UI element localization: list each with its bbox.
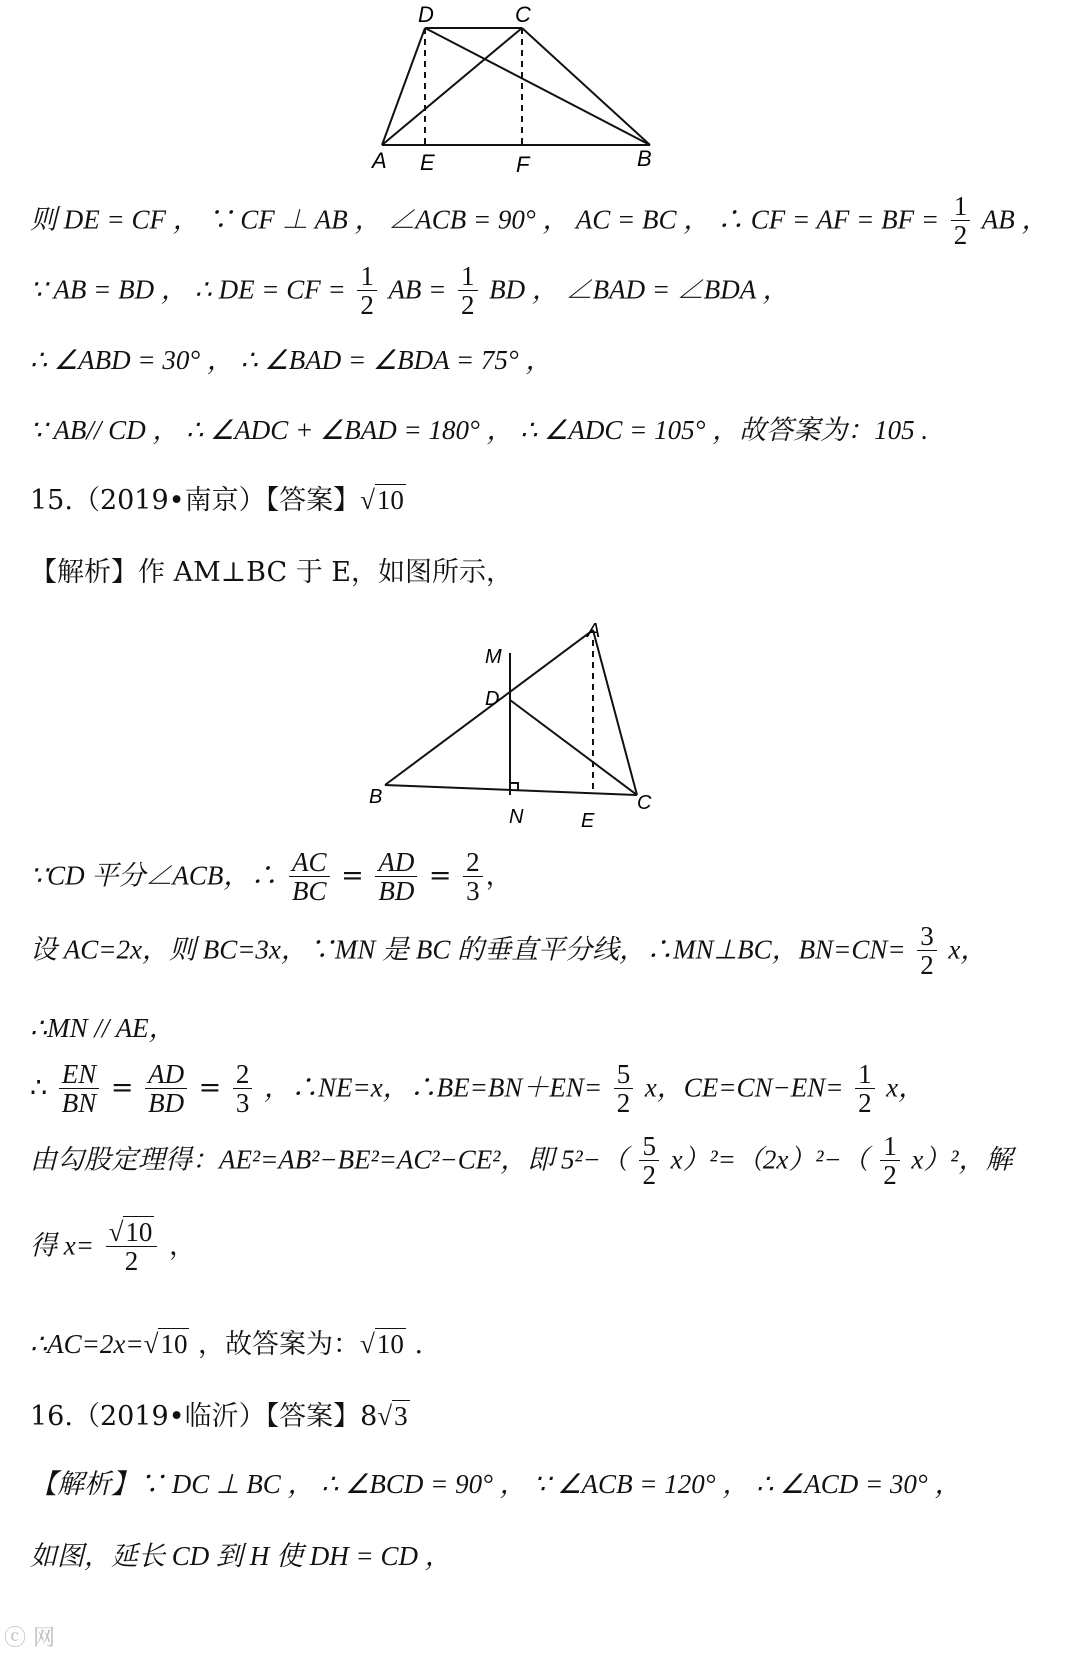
figure-triangle bbox=[355, 615, 675, 835]
line-1: 则 DE = CF ， ∵ CF ⊥ AB ， ∠ACB = 90° ， AC = BC ， ∴ CF = AF = BF = $\frac{1}{2}$ AB ， bbox=[30, 191, 1049, 251]
line-6: 设 AC=2x，则 BC=3x，∵MN 是 BC 的垂直平分线，∴MN⊥BC，BN=CN= $\frac{3}{2}$ x， bbox=[30, 921, 988, 981]
label-e: E bbox=[420, 150, 435, 175]
fraction: $\frac{1}{2}$ bbox=[951, 192, 971, 250]
line-11: ∴AC=2x=√10 ，故答案为：√10 . bbox=[30, 1329, 424, 1360]
q15-analysis: 【解析】作 AM⊥BC 于 E，如图所示， bbox=[30, 557, 513, 588]
q16-heading: 16.（2019•临沂）【答案】8√3 bbox=[30, 1401, 408, 1432]
line-12: 【解析】∵ DC ⊥ BC ， ∴ ∠BCD = 90° ， ∵ ∠ACB = 120° ， ∴ ∠ACD = 30° ， bbox=[30, 1469, 962, 1499]
line-8: ∴ $\frac{EN}{BN}$ = $\frac{AD}{BD}$ = $\frac{2}{3}$ ，∴NE=x，∴BE=BN＋EN= $\frac{5}{2}$ x，CE=CN−EN= $\frac{1}{2}$ x， bbox=[30, 1059, 926, 1119]
line-4: ∵ AB// CD ， ∴ ∠ADC + ∠BAD = 180° ， ∴ ∠ADC = 105° ，故答案为：105 . bbox=[30, 415, 929, 445]
line-10: 得 x= $\frac{√10}{2}$ ， bbox=[30, 1217, 196, 1277]
line-3: ∴ ∠ABD = 30° ， ∴ ∠BAD = ∠BDA = 75° ， bbox=[30, 345, 553, 375]
label-b: B bbox=[637, 146, 652, 171]
line-7: ∴MN // AE， bbox=[30, 1013, 176, 1043]
line-9: 由勾股定理得：AE²=AB²−BE²=AC²−CE²，即 5²−（ $\frac{5}{2}$ x）²=（2x）²−（ $\frac{1}{2}$ x）²，解 bbox=[30, 1131, 1013, 1191]
line-2: ∵ AB = BD ， ∴ DE = CF = $\frac{1}{2}$ AB = $\frac{1}{2}$ BD ， ∠BAD = ∠BDA ， bbox=[30, 261, 790, 321]
q15-heading: 15.（2019•南京）【答案】√10 bbox=[30, 485, 404, 516]
label-b: B bbox=[369, 786, 383, 808]
line-5: ∵CD 平分∠ACB，∴ $\frac{AC}{BC}$ = $\frac{AD}{BD}$ = $\frac{2}{3}$ ， bbox=[30, 847, 513, 907]
label-e: E bbox=[581, 810, 595, 832]
label-n: N bbox=[509, 806, 524, 828]
label-a: A bbox=[587, 620, 601, 642]
label-c: C bbox=[637, 792, 652, 814]
label-d: D bbox=[418, 2, 434, 27]
line-13: 如图，延长 CD 到 H 使 DH = CD ， bbox=[30, 1541, 452, 1571]
label-d: D bbox=[485, 688, 500, 710]
label-f: F bbox=[516, 152, 530, 177]
watermark: ⓒ 网 bbox=[4, 1626, 55, 1651]
label-m: M bbox=[485, 646, 502, 668]
label-c: C bbox=[515, 2, 531, 27]
label-a: A bbox=[372, 148, 387, 173]
figure-trapezoid bbox=[370, 0, 670, 180]
